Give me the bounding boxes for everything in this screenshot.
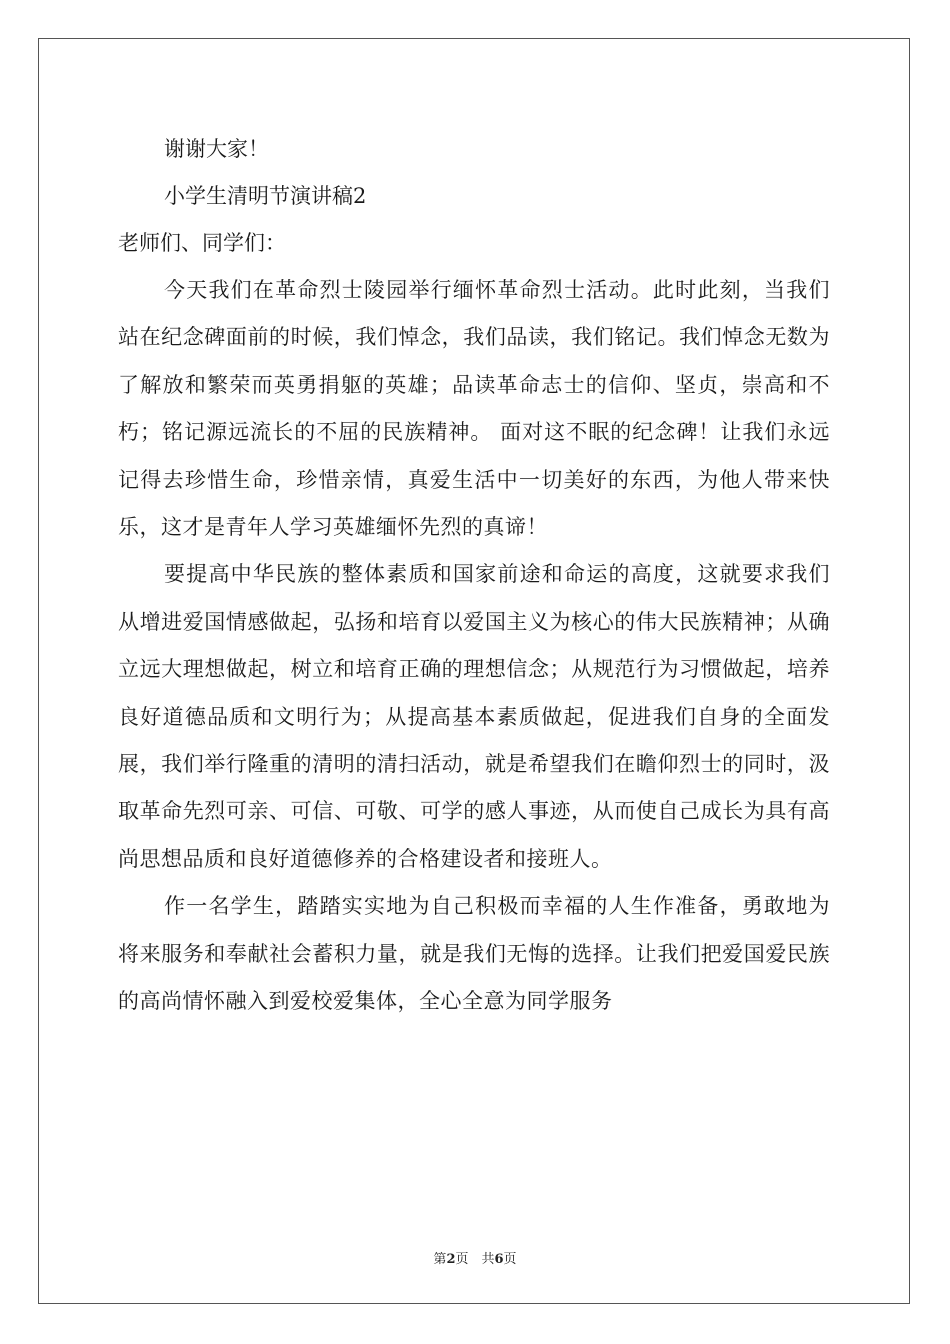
paragraph-3: 作一名学生，踏踏实实地为自己积极而幸福的人生作准备，勇敢地为将来服务和奉献社会蓄积力量，就是我们无悔的选择。让我们把爱国爱民族的高尚情怀融入到爱校爱集体，全心全意为同学服务 [118,894,830,1014]
closing-thanks: 谢谢大家！ [164,137,269,161]
document-body [118,126,830,1026]
page-footer [0,1248,950,1267]
page-total: 6 [494,1252,504,1267]
paragraph-2: 要提高中华民族的整体素质和国家前途和命运的高度，这就要求我们从增进爱国情感做起，弘扬和培育以爱国主义为核心的伟大民族精神；从确立远大理想做起，树立和培育正确的理想信念；从规范行为习惯做起，培养良好道德品质和文明行为；从提高基本素质做起，促进我们自身的全面发展，我们举行隆重的清明的清扫活动，就是希望我们在瞻仰烈士的同时，汲取革命先烈可亲、可信、可敬、可学的感人事迹，从而使自己成长为具有高尚思想品质和良好道德修养的合格建设者和接班人。 [118,562,830,871]
page-mid: 页 共 [455,1252,495,1267]
page-prefix: 第 [433,1252,447,1267]
page-suffix: 页 [503,1252,517,1267]
speech-title: 小学生清明节演讲稿2 [164,184,367,208]
salutation: 老师们、同学们： [118,231,286,255]
paragraph-1: 今天我们在革命烈士陵园举行缅怀革命烈士活动。此时此刻，当我们站在纪念碑面前的时候，我们悼念，我们品读，我们铭记。我们悼念无数为了解放和繁荣而英勇捐躯的英雄；品读革命志士的信仰、坚贞，崇高和不朽；铭记源远流长的不屈的民族精神。 面对这不眠的纪念碑！让我们永远记得去珍惜生命，珍惜亲情，真爱生活中一切美好的东西，为他人带来快乐，这才是青年人学习英雄缅怀先烈的真谛！ [118,278,830,540]
page-current: 2 [446,1252,456,1267]
